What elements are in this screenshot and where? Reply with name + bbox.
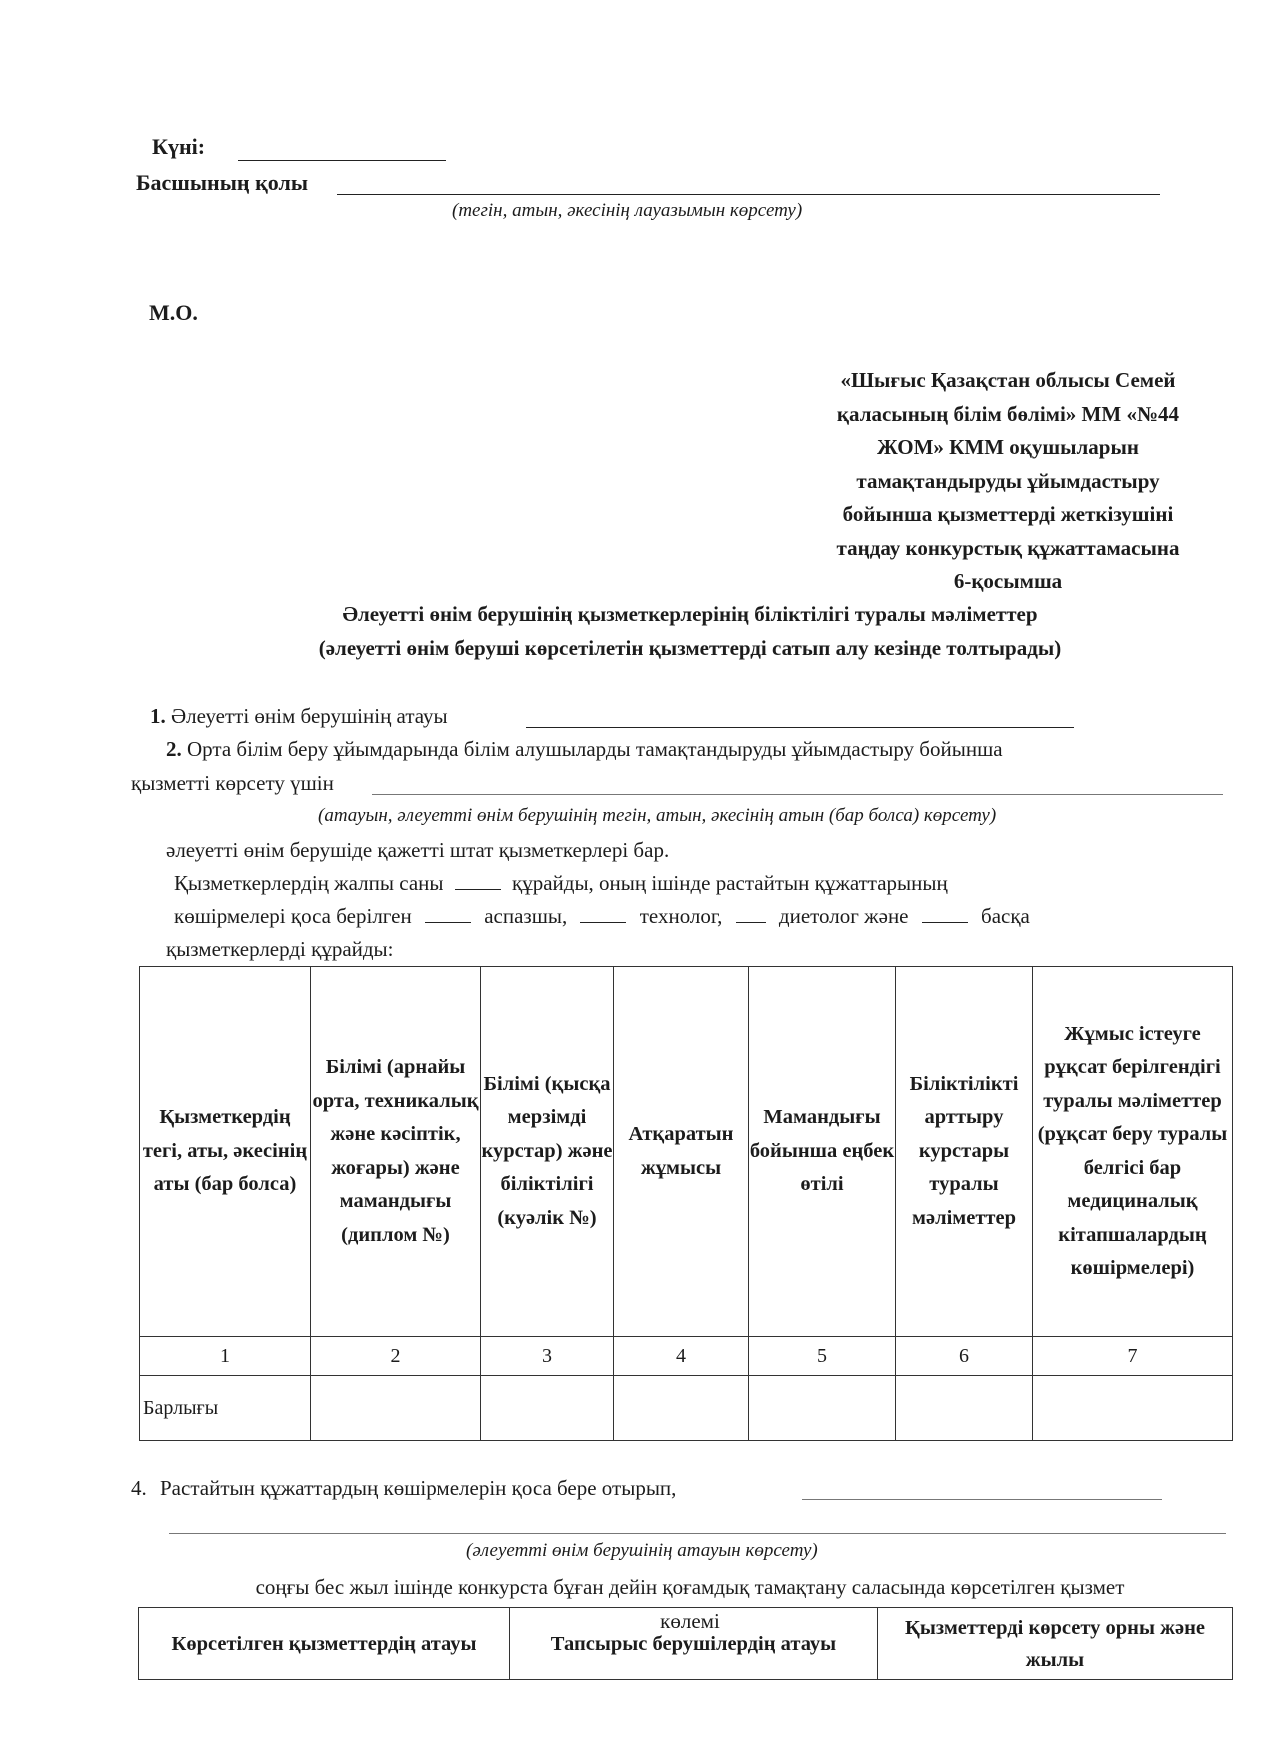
column-header: Көрсетілген қызметтердің атауы	[139, 1608, 510, 1680]
technologist-count-field[interactable]	[580, 922, 626, 923]
item1-number: 1.	[150, 704, 166, 728]
item2-line	[166, 737, 1003, 762]
column-header: Білімі (қысқа мерзімді курстар) және біліктілігі (куәлік №)	[481, 967, 614, 1337]
column-number: 4	[614, 1337, 749, 1376]
table-cell[interactable]	[1033, 1376, 1233, 1441]
dietitian-count-field[interactable]	[736, 922, 766, 923]
addressee-line: тамақтандыруды ұйымдастыру	[856, 468, 1160, 493]
item1-line	[150, 704, 448, 729]
addressee-line: таңдау конкурстық құжаттамасына	[836, 535, 1180, 560]
item2-text-cont: қызметті көрсету үшін	[131, 771, 334, 795]
addressee-line: бойынша қызметтерді жеткізушіні	[842, 502, 1174, 526]
item1-text: Әлеуетті өнім берушінің атауы	[171, 704, 448, 728]
seal-placeholder: М.О.	[149, 300, 198, 325]
column-number: 3	[481, 1337, 614, 1376]
staff-others-line: қызметкерлерді құрайды:	[166, 937, 394, 961]
table-cell[interactable]	[749, 1376, 896, 1441]
date-field-line[interactable]	[238, 160, 446, 161]
staff-copies-line: көшірмелері қоса берілген аспазшы, технолог, диетолог және басқа	[174, 904, 1030, 928]
staff-total-field[interactable]	[455, 889, 501, 890]
staff-qualifications-table	[139, 966, 1233, 1441]
item2-number: 2.	[166, 737, 182, 761]
document-subtitle: (әлеуетті өнім беруші көрсетілетін қызметтерді сатып алу кезінде толтырады)	[318, 636, 1062, 660]
column-header: Қызметкердің тегі, аты, әкесінің аты (бар болса)	[140, 967, 311, 1337]
column-header: Біліктілікті арттыру курстары туралы мәліметтер	[896, 967, 1033, 1337]
signature-label: Басшының қолы	[136, 170, 308, 195]
column-header: Қызметтерді көрсету орны және жылы	[878, 1608, 1233, 1680]
column-number-row	[140, 1337, 1233, 1376]
column-number: 7	[1033, 1337, 1233, 1376]
column-number: 1	[140, 1337, 311, 1376]
staff-available-line: әлеуетті өнім берушіде қажетті штат қызметкерлері бар.	[166, 838, 670, 862]
document-title: Әлеуетті өнім берушінің қызметкерлерінің біліктілігі туралы мәліметтер	[342, 602, 1038, 626]
section4-supplier-field-line-2[interactable]	[169, 1533, 1226, 1534]
table-cell[interactable]	[481, 1376, 614, 1441]
section4-volume-line2-visible: көлемі	[660, 1609, 720, 1633]
signature-field-line[interactable]	[337, 194, 1160, 195]
section4-hint: (әлеуетті өнім берушінің атауын көрсету)	[466, 1540, 818, 1561]
staff-total-line: Қызметкерлердің жалпы саны құрайды, оның ішінде растайтын құжаттарының	[174, 871, 948, 895]
column-header: Атқаратын жұмысы	[614, 967, 749, 1337]
section4-volume-line: соңғы бес жыл ішінде конкурста бұған дейін қоғамдық тамақтану саласында көрсетілген қызмет	[255, 1575, 1125, 1599]
column-number: 2	[311, 1337, 481, 1376]
table-cell[interactable]	[614, 1376, 749, 1441]
section4-number: 4.	[131, 1476, 147, 1500]
column-number: 6	[896, 1337, 1033, 1376]
section4-text: Растайтын құжаттардың көшірмелерін қоса бере отырып,	[160, 1476, 677, 1500]
addressee-line: «Шығыс Қазақстан облысы Семей	[840, 368, 1176, 392]
column-number: 5	[749, 1337, 896, 1376]
addressee-line: қаласының білім бөлімі» ММ «№44	[836, 401, 1180, 426]
column-header: Білімі (арнайы орта, техникалық және кәсіптік, жоғары) және мамандығы (диплом №)	[311, 967, 481, 1337]
cook-count-field[interactable]	[425, 922, 471, 923]
signature-hint: (тегін, атын, әкесінің лауазымын көрсету)	[452, 200, 803, 221]
total-row	[140, 1376, 1233, 1441]
table-header-row	[140, 967, 1233, 1337]
section4-supplier-field-line[interactable]	[802, 1499, 1162, 1500]
column-header: Мамандығы бойынша еңбек өтілі	[749, 967, 896, 1337]
section4-line	[131, 1476, 676, 1501]
services-table	[138, 1607, 1233, 1680]
total-label-cell: Барлығы	[140, 1376, 311, 1441]
date-label: Күні:	[152, 134, 206, 159]
column-header: Тапсырыс берушілердің атауы	[510, 1608, 878, 1680]
item2-text: Орта білім беру ұйымдарында білім алушыларды тамақтандыруды ұйымдастыру бойынша	[187, 737, 1003, 761]
supplier-name-field-line[interactable]	[526, 727, 1074, 728]
addressee-block	[770, 364, 1246, 599]
table-cell[interactable]	[311, 1376, 481, 1441]
item2-hint: (атауын, әлеуетті өнім берушінің тегін, атын, әкесінің атын (бар болса) көрсету)	[318, 805, 997, 826]
service-provider-field-line[interactable]	[372, 794, 1223, 795]
column-header: Жұмыс істеуге рұқсат берілгендігі туралы мәліметтер (рұқсат беру туралы белгісі бар медициналық кітапшалардың көшірмелері)	[1033, 967, 1233, 1337]
table-header-row	[139, 1608, 1233, 1680]
addressee-line: 6-қосымша	[953, 569, 1063, 593]
addressee-line: ЖОМ» КММ оқушыларын	[877, 435, 1139, 459]
table-cell[interactable]	[896, 1376, 1033, 1441]
other-count-field[interactable]	[922, 922, 968, 923]
